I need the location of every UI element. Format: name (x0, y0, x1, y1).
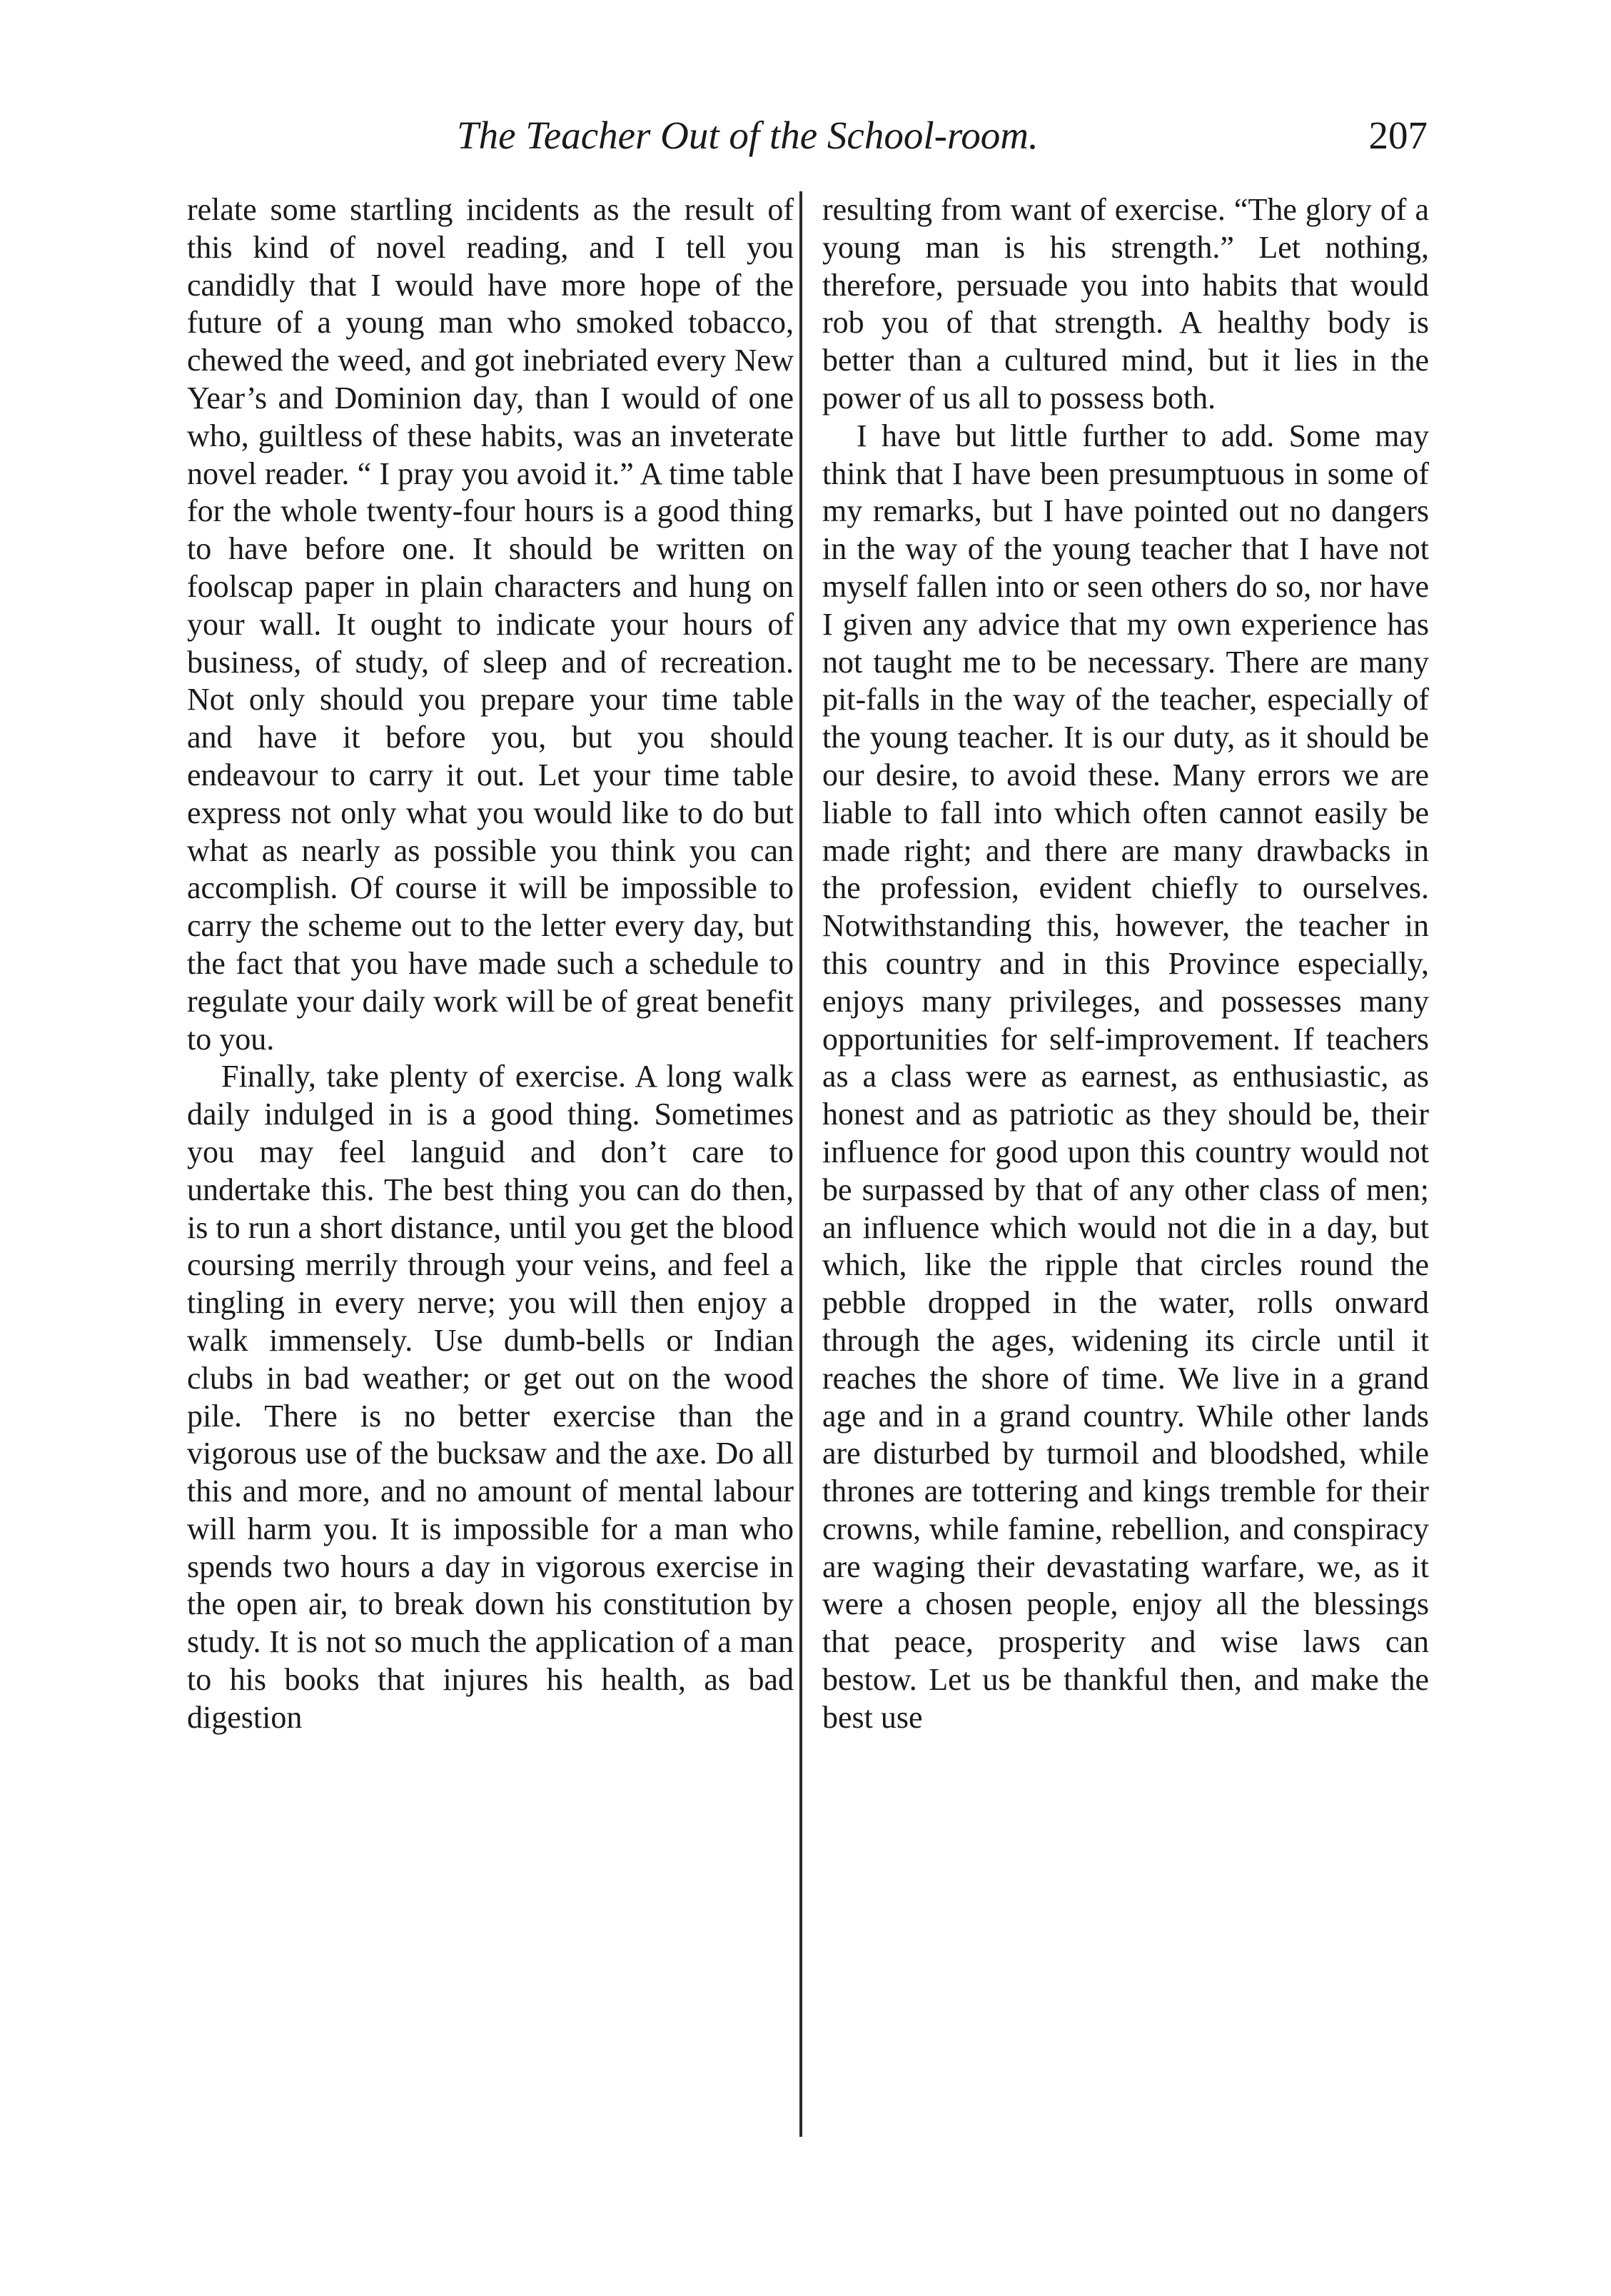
left-column (187, 191, 794, 1737)
paragraph: I have but little further to add. Some may think that I have been presumptuous in some of my remarks, but I have pointed out no dangers in the way of the young teacher that I have not myself fallen into or seen others do so, nor have I given any advice that my own experience has not taught me to be necessary. There are many pit-falls in the way of the teacher, especially of the young teacher. It is our duty, as it should be our desire, to avoid these. Many errors we are liable to fall into which often cannot easily be made right; and there are many drawbacks in the profession, evident chiefly to ourselves. Notwithstanding this, however, the teacher in this country and in this Province especially, enjoys many privileges, and possesses many opportunities for self-improvement. If teachers as a class were as earnest, as enthusiastic, as honest and as patriotic as they should be, their influence for good upon this country would not be surpassed by that of any other class of men; an influence which would not die in a day, but which, like the ripple that circles round the pebble dropped in the water, rolls onward through the ages, widening its circle until it reaches the shore of time. We live in a grand age and in a grand country. While other lands are disturbed by turmoil and bloodshed, while thrones are tottering and kings tremble for their crowns, while famine, rebellion, and conspiracy are waging their devastating warfare, we, as it were a chosen people, enjoy all the blessings that peace, prosperity and wise laws can bestow. Let us be thankful then, and make the best use (822, 418, 1429, 1735)
column-divider (799, 191, 802, 2137)
running-head (457, 107, 1428, 164)
paragraph: resulting from want of exercise. “The glory of a young man is his strength.” Let nothing, therefore, persuade you into habits that would rob you of that strength. A healthy body is better than a cultured mind, but it lies in the power of us all to possess both. (822, 192, 1429, 416)
paragraph: Finally, take plenty of exercise. A long walk daily indulged in is a good thing. Sometimes you may feel languid and don’t care to undertake this. The best thing you can do then, is to run a short distance, until you get the blood coursing merrily through your veins, and feel a tingling in every nerve; you will then enjoy a walk immensely. Use dumb-bells or Indian clubs in bad weather; or get out on the wood pile. There is no better exercise than the vigorous use of the bucksaw and the axe. Do all this and more, and no amount of mental labour will harm you. It is impossible for a man who spends two hours a day in vigorous exercise in the open air, to break down his constitution by study. It is not so much the application of a man to his books that injures his health, as bad digestion (187, 1059, 794, 1735)
page-number: 207 (1368, 114, 1428, 157)
right-column (822, 191, 1429, 1737)
running-title: The Teacher Out of the School-room. (457, 114, 1039, 157)
paragraph: relate some startling incidents as the result of this kind of novel reading, and I tell you candidly that I would have more hope of the future of a young man who smoked tobacco, chewed the weed, and got inebriated every New Year’s and Dominion day, than I would of one who, guiltless of these habits, was an inveterate novel reader. “ I pray you avoid it.” A time table for the whole twenty-four hours is a good thing to have before one. It should be written on foolscap paper in plain characters and hung on your wall. It ought to indicate your hours of business, of study, of sleep and of recreation. Not only should you prepare your time table and have it before you, but you should endeavour to carry it out. Let your time table express not only what you would like to do but what as nearly as possible you think you can accomplish. Of course it will be impossible to carry the scheme out to the letter every day, but the fact that you have made such a schedule to regulate your daily work will be of great benefit to you. (187, 192, 794, 1057)
